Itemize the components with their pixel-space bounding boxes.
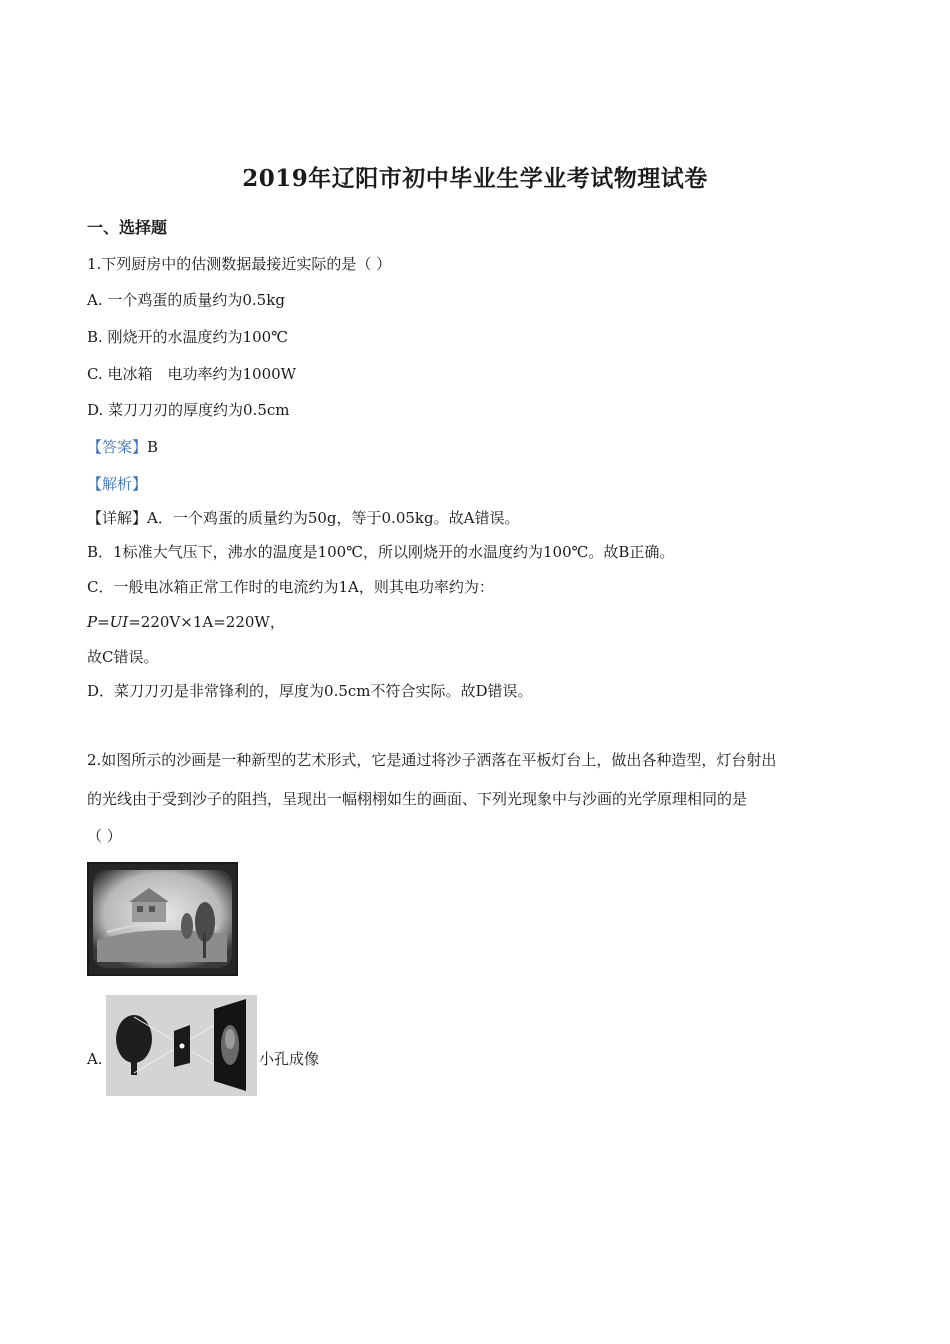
answer-tag: 【答案】 [87,438,148,456]
question-2-stem-line-3: （ ） [87,827,122,845]
explain-line-3: C．一般电冰箱正常工作时的电流约为1A，则其电功率约为： [87,578,494,596]
explain-line-2: B．1标准大气压下，沸水的温度是100℃，所以刚烧开的水温度约为100℃。故B正确。 [87,543,675,561]
explain-formula [87,612,285,632]
answer-value: B [147,438,159,456]
sand-painting-image [87,862,238,976]
q1-option-b: B. 刚烧开的水温度约为100℃ [87,328,288,346]
pinhole-image [106,995,257,1096]
q1-option-a: A. 一个鸡蛋的质量约为0.5kg [87,291,285,309]
question-1-stem: 1.下列厨房中的估测数据最接近实际的是（ ） [87,255,392,273]
formula-variable: P=UI [87,613,129,631]
explain-line-6: D．菜刀刀刃是非常锋利的，厚度为0.5cm不符合实际。故D错误。 [87,682,533,700]
q2-option-a-label: A. [87,1050,103,1068]
question-2-stem-line-2: 的光线由于受到沙子的阻挡，呈现出一幅栩栩如生的画面、下列光现象中与沙画的光学原理相同的是 [87,790,748,808]
q2-option-a-text: 小孔成像 [259,1050,320,1068]
q1-option-d: D. 菜刀刀刃的厚度约为0.5cm [87,401,290,419]
section-heading: 一、选择题 [87,218,168,237]
q1-option-c: C. 电冰箱 电功率约为1000W [87,365,297,383]
explain-line-1: 【详解】A．一个鸡蛋的质量约为50g，等于0.05kg。故A错误。 [87,509,520,527]
explain-line-5: 故C错误。 [87,648,159,666]
q1-answer [87,437,158,457]
analysis-tag: 【解析】 [87,475,148,493]
question-2-stem-line-1: 2.如图所示的沙画是一种新型的艺术形式，它是通过将沙子洒落在平板灯台上，做出各种造型，灯台射出 [87,751,777,769]
formula-value: =220V×1A=220W， [128,613,285,631]
page-title: 2019年辽阳市初中毕业生学业考试物理试卷 [242,165,708,192]
